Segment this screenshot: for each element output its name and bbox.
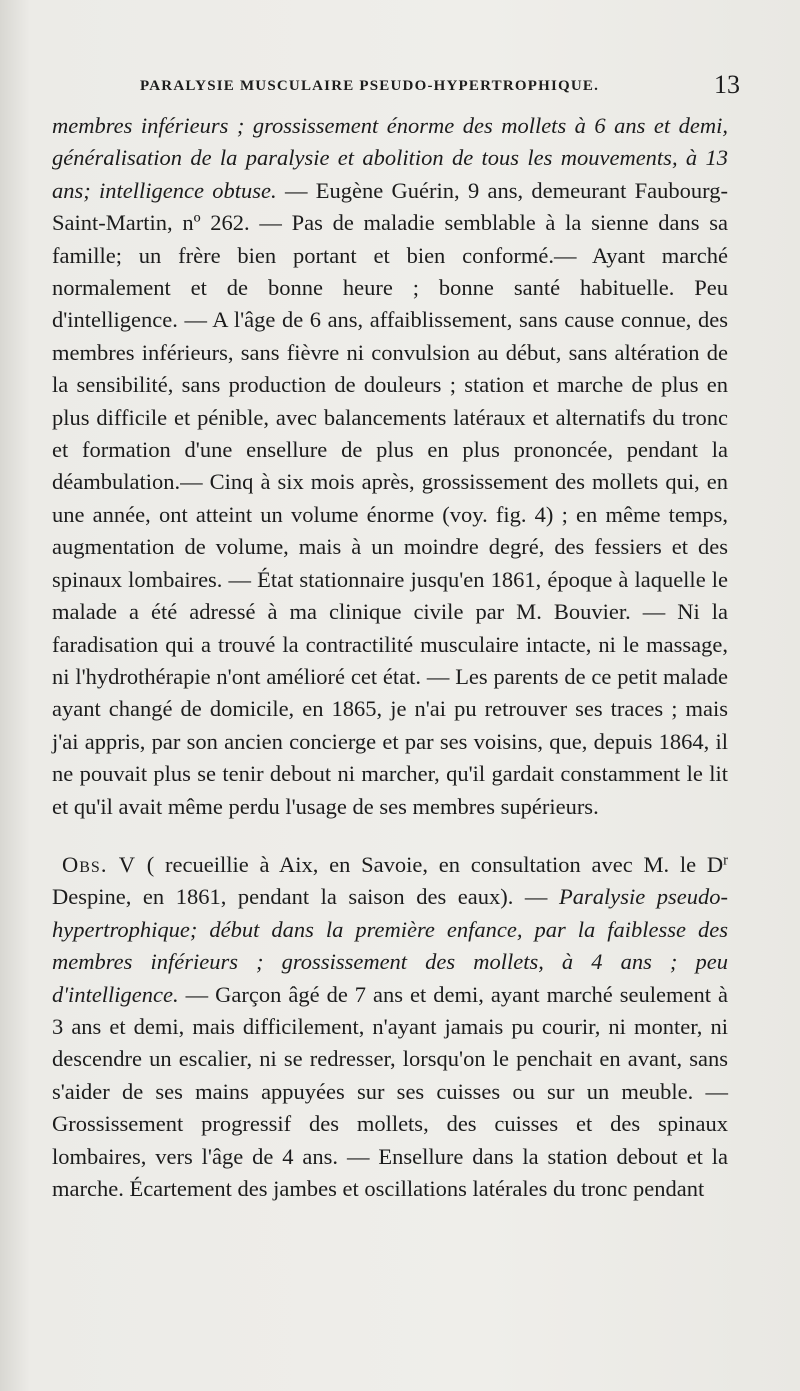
doctor-abbrev-superscript: r <box>723 852 728 869</box>
observation-context-start: ( recueillie à Aix, en Savoie, en consultation avec M. le D <box>136 851 724 877</box>
observation-summary-italic: Paralysie pseudo-hypertrophique; début dans la première enfance, par la faiblesse des membres inférieurs ; grossissement des mollets, à 4 ans ; peu d'intelligence. <box>52 884 729 1007</box>
paragraph-observation-v <box>52 849 728 1205</box>
observation-label: Obs. V <box>62 851 137 877</box>
case-summary-italic: membres inférieurs ; grossissement énorme des mollets à 6 ans et demi, généralisation de la paralysie et abolition de tous les mouvements, à 13 ans; intelligence obtuse. <box>52 113 728 203</box>
observation-description: — Garçon âgé de 7 ans et demi, ayant marché seulement à 3 ans et demi, mais difficilement, n'ayant jamais pu courir, ni monter, ni descendre un escalier, ni se redresser, lorsqu'on le penchait en avant, sans s'aider de ses mains appuyées sur ses cuisses ou sur un meuble. — Grossissement progressif des mollets, des cuisses et des spinaux lombaires, vers l'âge de 4 ans. — Ensellure dans la station debout et la marche. Écartement des jambes et oscillations latérales du tronc pendant <box>52 981 728 1201</box>
body-text <box>52 110 728 1205</box>
case-description: — Eugène Guérin, 9 ans, demeurant Faubourg-Saint-Martin, nº 262. — Pas de maladie semblable à la sienne dans sa famille; un frère bien portant et bien conformé.— Ayant marché normalement et de bonne heure ; bonne santé habituelle. Peu d'intelligence. — A l'âge de 6 ans, affaiblissement, sans cause connue, des membres inférieurs, sans fièvre ni convulsion au début, sans altération de la sensibilité, sans production de douleurs ; station et marche de plus en plus difficile et pénible, avec balancements latéraux et alternatifs du tronc et formation d'une ensellure de plus en plus prononcée, pendant la déambulation.— Cinq à six mois après, grossissement des mollets qui, en une année, ont atteint un volume énorme (voy. fig. 4) ; en même temps, augmentation de volume, mais à un moindre degré, des fessiers et des spinaux lombaires. — État stationnaire jusqu'en 1861, époque à laquelle le malade a été adressé à ma clinique civile par M. Bouvier. — Ni la faradisation qui a trouvé la contractilité musculaire intacte, ni le massage, ni l'hydrothérapie n'ont amélioré cet état. — Les parents de ce petit malade ayant changé de domicile, en 1865, je n'ai pu retrouver ses traces ; mais j'ai appris, par son ancien concierge et par ses voisins, que, depuis 1864, il ne pouvait plus se tenir debout ni marcher, qu'il gardait constamment le lit et qu'il avait même perdu l'usage de ses membres supérieurs. <box>52 177 728 819</box>
observation-context-end: Despine, en 1861, pendant la saison des eaux). — <box>52 884 559 910</box>
paragraph-observation-iv-continued <box>52 110 728 823</box>
running-head <box>140 70 740 104</box>
page-number: 13 <box>714 70 740 99</box>
running-head-title: PARALYSIE MUSCULAIRE PSEUDO-HYPERTROPHIQUE. <box>140 78 600 94</box>
